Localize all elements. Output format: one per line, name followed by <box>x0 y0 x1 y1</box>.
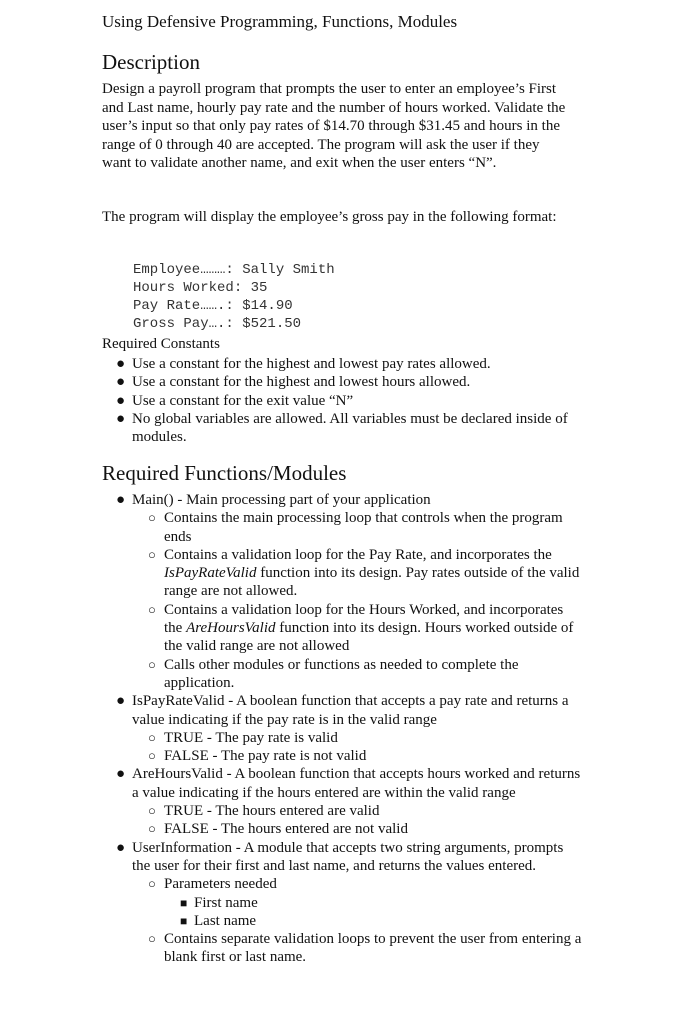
bullet-icon: ● <box>116 410 126 427</box>
description-paragraph: Design a payroll program that prompts the user to enter an employee’s First and Last name, hourly pay rate and the number of hours worked. Validate the user’s input so that only pay rates of $14.70 through $31.45 and hours in the range of 0 through 40 are accepted. The program will ask the user if they want to validate another name, and exit when the user enters “N”. <box>102 81 566 171</box>
square-bullet-icon: ■ <box>180 895 188 910</box>
bullet-icon: ● <box>116 839 126 856</box>
sample-line-hours: Hours Worked: 35 <box>133 280 268 296</box>
functions-list <box>102 491 582 967</box>
list-item: ○ FALSE - The hours entered are not valid <box>148 821 408 838</box>
function-userinformation: ● UserInformation - A module that accepts two string arguments, prompts the user for their first and last name, and returns the values entered. <box>116 839 564 874</box>
list-item: ○ Contains a validation loop for the Pay Rate, and incorporates the IsPayRateValid function into its design. Pay rates outside of the valid range are not allowed. <box>148 546 580 600</box>
function-ispayratevalid: ● IsPayRateValid - A boolean function that accepts a pay rate and returns a value indicating if the pay rate is in the valid range <box>116 693 569 728</box>
list-item: ○ Contains separate validation loops to prevent the user from entering a blank first or last name. <box>148 931 582 966</box>
list-item: ■ Last name <box>180 912 257 929</box>
circle-bullet-icon: ○ <box>148 601 156 617</box>
functions-heading: Required Functions/Modules <box>102 461 347 485</box>
function-name: AreHoursValid <box>186 620 276 637</box>
sample-line-employee: Employee………: Sally Smith <box>133 262 335 278</box>
list-item: ● No global variables are allowed. All variables must be declared inside of modules. <box>116 410 568 446</box>
circle-bullet-icon: ○ <box>148 510 156 526</box>
list-item: ○ Parameters needed <box>148 876 277 893</box>
constants-label: Required Constants <box>102 336 220 352</box>
bullet-icon: ● <box>116 693 126 710</box>
document-title: Using Defensive Programming, Functions, Modules <box>102 12 458 31</box>
bullet-icon: ● <box>116 356 126 372</box>
bullet-icon: ● <box>116 392 126 409</box>
list-item: ● Use a constant for the exit value “N” <box>116 392 354 409</box>
circle-bullet-icon: ○ <box>148 656 156 672</box>
circle-bullet-icon: ○ <box>148 803 156 819</box>
function-arehoursvalid: ● AreHoursValid - A boolean function that accepts hours worked and returns a value indicating if the hours entered are within the valid range <box>116 766 581 801</box>
list-item: ■ First name <box>180 894 258 911</box>
bullet-icon: ● <box>116 374 126 391</box>
list-item: ● Use a constant for the highest and lowest pay rates allowed. <box>116 356 491 372</box>
circle-bullet-icon: ○ <box>148 821 156 837</box>
list-item: ○ FALSE - The pay rate is not valid <box>148 748 367 765</box>
constants-list <box>102 355 582 446</box>
list-item: ○ TRUE - The pay rate is valid <box>148 729 338 746</box>
circle-bullet-icon: ○ <box>148 931 156 947</box>
function-name: IsPayRateValid <box>164 565 257 582</box>
list-item: ○ Contains the main processing loop that controls when the program ends <box>148 510 563 545</box>
list-item: ○ Calls other modules or functions as needed to complete the application. <box>148 656 519 691</box>
function-main: ● Main() - Main processing part of your application <box>116 492 431 508</box>
circle-bullet-icon: ○ <box>148 546 156 562</box>
bullet-icon: ● <box>116 492 126 508</box>
circle-bullet-icon: ○ <box>148 876 156 892</box>
circle-bullet-icon: ○ <box>148 729 156 745</box>
format-paragraph: The program will display the employee’s gross pay in the following format: <box>102 209 557 225</box>
sample-line-payrate: Pay Rate…….: $14.90 <box>133 298 293 314</box>
bullet-icon: ● <box>116 766 126 783</box>
sample-line-grosspay: Gross Pay….: $521.50 <box>133 316 302 332</box>
description-heading: Description <box>102 50 200 74</box>
list-item: ○ TRUE - The hours entered are valid <box>148 803 380 820</box>
sample-output <box>133 243 335 333</box>
list-item: ○ Contains a validation loop for the Hours Worked, and incorporates the AreHoursValid function into its design. Hours worked outside of the valid range are not allowed <box>148 601 574 655</box>
square-bullet-icon: ■ <box>180 913 188 928</box>
list-item: ● Use a constant for the highest and lowest hours allowed. <box>116 374 471 391</box>
circle-bullet-icon: ○ <box>148 748 156 764</box>
